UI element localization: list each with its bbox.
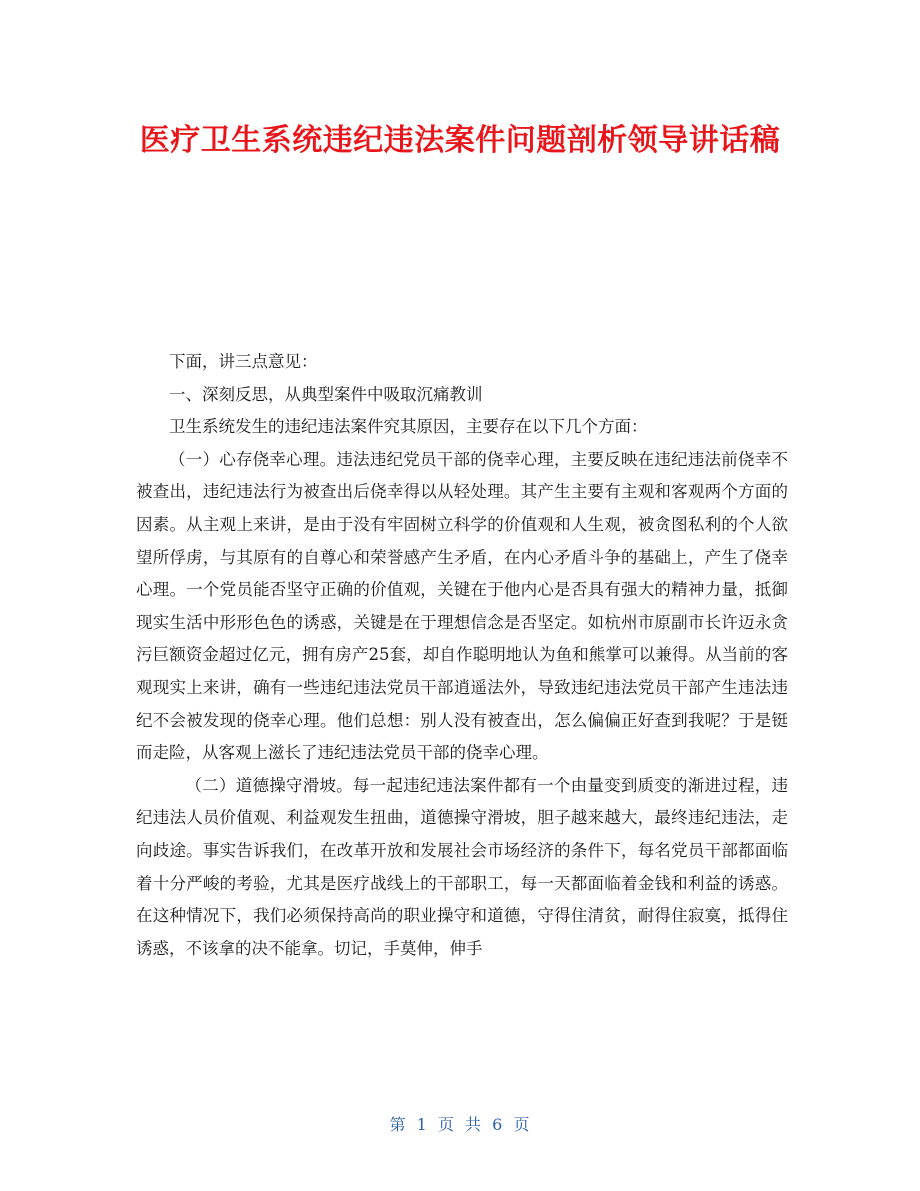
page-footer <box>0 1112 920 1135</box>
footer-prefix: 第 <box>389 1115 407 1134</box>
document-body <box>136 346 788 965</box>
footer-total-word: 共 <box>465 1115 483 1134</box>
footer-suffix: 页 <box>513 1115 531 1134</box>
document-title: 医疗卫生系统违纪违法案件问题剖析领导讲话稿 <box>139 123 781 158</box>
paragraph-heading-1: 一、深刻反思，从典型案件中吸取沉痛教训 <box>169 384 483 404</box>
paragraph-section-1: （一）心存侥幸心理。违法违纪党员干部的侥幸心理，主要反映在违纪违法前侥幸不被查出，违纪违法行为被查出后侥幸得以从轻处理。其产生主要有主观和客观两个方面的因素。从主观上来讲，是由于没有牢固树立科学的价值观和人生观，被贪图私利的个人欲望所俘虏，与其原有的自尊心和荣誉感产生矛盾，在内心矛盾斗争的基础上，产生了侥幸心理。一个党员能否坚守正确的价值观，关键在于他内心是否具有强大的精神力量，抵御现实生活中形形色色的诱惑，关键是在于理想信念是否坚定。如杭州市原副市长许迈永贪污巨额资金超过亿元，拥有房产25套，却自作聪明地认为鱼和熊掌可以兼得。从当前的客观现实上来讲，确有一些违纪违法党员干部逍遥法外，导致违纪违法党员干部产生违法违纪不会被发现的侥幸心理。他们总想：别人没有被查出，怎么偏偏正好查到我呢？于是铤而走险，从客观上滋长了违纪违法党员干部的侥幸心理。 <box>136 449 788 763</box>
footer-total-pages: 6 <box>492 1115 504 1134</box>
footer-page-number: 1 <box>416 1115 428 1134</box>
paragraph-intro: 下面，讲三点意见： <box>169 352 318 371</box>
footer-page-word: 页 <box>437 1115 455 1134</box>
paragraph-section-2: （二）道德操守滑坡。每一起违纪违法案件都有一个由量变到质变的渐进过程，违纪违法人员价值观、利益观发生扭曲，道德操守滑坡，胆子越来越大，最终违纪违法，走向歧途。事实告诉我们，在改革开放和发展社会市场经济的条件下，每名党员干部都面临着十分严峻的考验，尤其是医疗战线上的干部职工，每一天都面临着金钱和利益的诱惑。在这种情况下，我们必须保持高尚的职业操守和道德，守得住清贫，耐得住寂寞，抵得住诱惑，不该拿的决不能拿。切记，手莫伸，伸手 <box>136 775 788 958</box>
paragraph-causes: 卫生系统发生的违纪违法案件究其原因，主要存在以下几个方面： <box>169 417 648 437</box>
